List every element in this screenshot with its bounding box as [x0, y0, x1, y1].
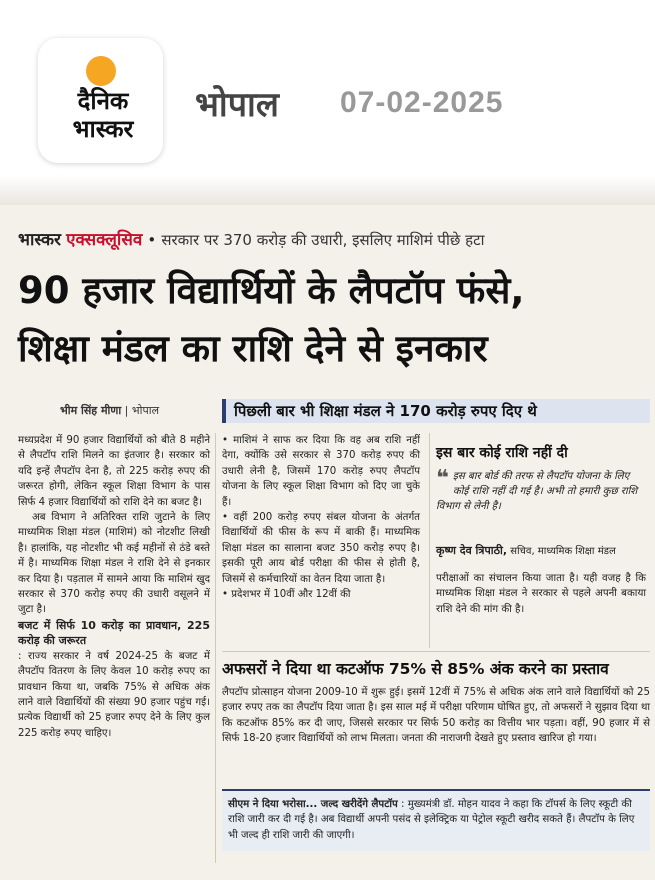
quote-author-name: कृष्ण देव त्रिपाठी,: [436, 544, 507, 557]
paper-edge-shadow: [0, 175, 655, 205]
cm-box-body: : मुख्यमंत्री डॉ. मोहन यादव ने कहा कि टॉपर्स के लिए स्कूटी की राशि जारी कर दी गई है। अब विद्यार्थी अपनी पसंद से इलेक्ट्रिक या पेट्रोल स्कूटी खरीद सकते हैं। लैपटॉप के लिए भी जल्द ही राशि जारी की जाएगी।: [228, 799, 635, 841]
quote-body: [436, 466, 646, 514]
paragraph: : राज्य सरकार ने वर्ष 2024-25 के बजट में लैपटॉप वितरण के लिए केवल 10 करोड़ रुपए का प्रावधान किया था, जबकि 75% से अधिक अंक लाने वाले विद्यार्थियों की संख्या 90 हजार पहुंच गई। प्रत्येक विद्यार्थी को 25 हजार रुपए देने के लिए कुल 225 करोड़ रुपए चाहिए।: [18, 650, 210, 739]
cm-assurance-box: [222, 789, 650, 851]
subhead-banner: पिछली बार भी शिक्षा मंडल ने 170 करोड़ रुपए दिए थे: [222, 399, 650, 423]
tag-exclusive: एक्सक्लूसिव: [66, 230, 143, 250]
headline-line1: 90 हजार विद्यार्थियों के लैपटॉप फंसे,: [18, 269, 525, 312]
cm-box-heading: सीएम ने दिया भरोसा... जल्द खरीदेंगे लैपटॉप: [228, 799, 398, 810]
newspaper-clipping: [0, 205, 655, 880]
column-1: [18, 433, 210, 741]
quote-heading: इस बार कोई राशि नहीं दी: [436, 445, 568, 461]
bullet-paragraph: • प्रदेशभर में 10वीं और 12वीं की: [222, 589, 351, 601]
app-header: [0, 0, 655, 190]
article-tagline: [18, 227, 648, 257]
column-divider: [429, 433, 430, 648]
byline-place: भोपाल: [131, 404, 160, 417]
quote-author: [436, 543, 646, 558]
section-heading: अफसरों ने दिया था कटऑफ 75% से 85% अंक करने का प्रस्ताव: [222, 660, 609, 678]
column-divider: [215, 433, 216, 863]
bullet-paragraph: • वहीं 200 करोड़ रुपए संबल योजना के अंतर्गत विद्यार्थियों की फीस के रूप में बाकी हैं। माध्यमिक शिक्षा मंडल का सालाना बजट 350 करोड़ रुपए है। इसकी पूरी आय बोर्ड परीक्षा की फीस से होती है, जिसमें से कर्मचारियों का वेतन दिया जाता है।: [222, 512, 420, 585]
logo-text-line1: दैनिक: [77, 87, 129, 115]
column-3: [436, 571, 646, 617]
bullet-paragraph: • माशिमं ने साफ कर दिया कि वह अब राशि नहीं देगा, क्योंकि उसे सरकार से 370 करोड़ रुपए की उधारी लेनी है, जिसमें 170 करोड़ रुपए लैपटॉप योजना के लिए स्कूल शिक्षा विभाग को दिए जा चुके हैं।: [222, 435, 420, 508]
quote-author-role: सचिव, माध्यमिक शिक्षा मंडल: [510, 546, 616, 557]
byline-name: भीम सिंह मीणा: [60, 404, 122, 417]
paragraph: मध्यप्रदेश में 90 हजार विद्यार्थियों को बीते 8 महीने से लैपटॉप राशि मिलने का इंतजार है। सरकार को यदि इन्हें लैपटॉप देना है, तो 225 करोड़ रुपए की जरूरत होगी, लेकिन स्कूल शिक्षा विभाग के पास सिर्फ 4 हजार विद्यार्थियों को राशि देने का बजट है।: [18, 435, 210, 508]
tag-bullet: •: [147, 231, 157, 249]
inline-subhead: बजट में सिर्फ 10 करोड़ का प्रावधान, 225 करोड़ की जरूरत: [18, 618, 210, 648]
quote-text: इस बार बोर्ड की तरफ से लैपटॉप योजना के लिए कोई राशि नहीं दी गई है। अभी तो हमारी कुछ राशि विभाग से लेनी है।: [436, 471, 638, 512]
headline-line2: शिक्षा मंडल का राशि देने से इनकार: [18, 327, 488, 370]
tag-subtitle: सरकार पर 370 करोड़ की उधारी, इसलिए माशिमं पीछे हटा: [161, 231, 485, 249]
paragraph: अब विभाग ने अतिरिक्त राशि जुटाने के लिए माध्यमिक शिक्षा मंडल (माशिमं) को नोटशीट लिखी है। हालांकि, यह नोटशीट भी कई महीनों से ठंडे बस्ते में है। माध्यमिक शिक्षा मंडल ने राशि देने से इनकार कर दिया है। पड़ताल में सामने आया कि माशिमं खुद सरकार से 370 करोड़ रुपए की उधारी वसूलने में जुटा है।: [18, 512, 210, 616]
logo-text-line2: भास्कर: [72, 115, 134, 143]
section-body: [222, 685, 650, 747]
edition-date: 07-02-2025: [340, 86, 504, 119]
paragraph: परीक्षाओं का संचालन किया जाता है। यही वजह है कि माध्यमिक शिक्षा मंडल ने सरकार से पहले अपनी बकाया राशि देने की मांग की है।: [436, 573, 646, 615]
newspaper-logo[interactable]: [38, 38, 163, 163]
edition-city: भोपाल: [195, 85, 279, 125]
quote-icon: ❝: [436, 466, 449, 491]
column-2: [222, 433, 420, 602]
tag-brand: भास्कर: [18, 230, 61, 250]
byline: भीम सिंह मीणा | भोपाल: [60, 404, 160, 417]
paragraph: लैपटॉप प्रोत्साहन योजना 2009-10 में शुरू हुई। इसमें 12वीं में 75% से अधिक अंक लाने वाले विद्यार्थियों को 25 हजार रुपए तक का लैपटॉप दिया जाता है। इस साल मई में परीक्षा परिणाम घोषित हुए, तो अफसरों ने सुझाव दिया था कि कटऑफ 85% कर दी जाए, जिससे सरकार पर सिर्फ 50 करोड़ का वित्तीय भार पड़ता। वहीं, 90 हजार में से सिर्फ 18-20 हजार विद्यार्थियों को लाभ मिलता। जनता की नाराजगी देखते हुए प्रस्ताव खारिज हो गया।: [222, 687, 650, 745]
section-divider: [222, 651, 650, 652]
sun-icon: [86, 56, 116, 86]
